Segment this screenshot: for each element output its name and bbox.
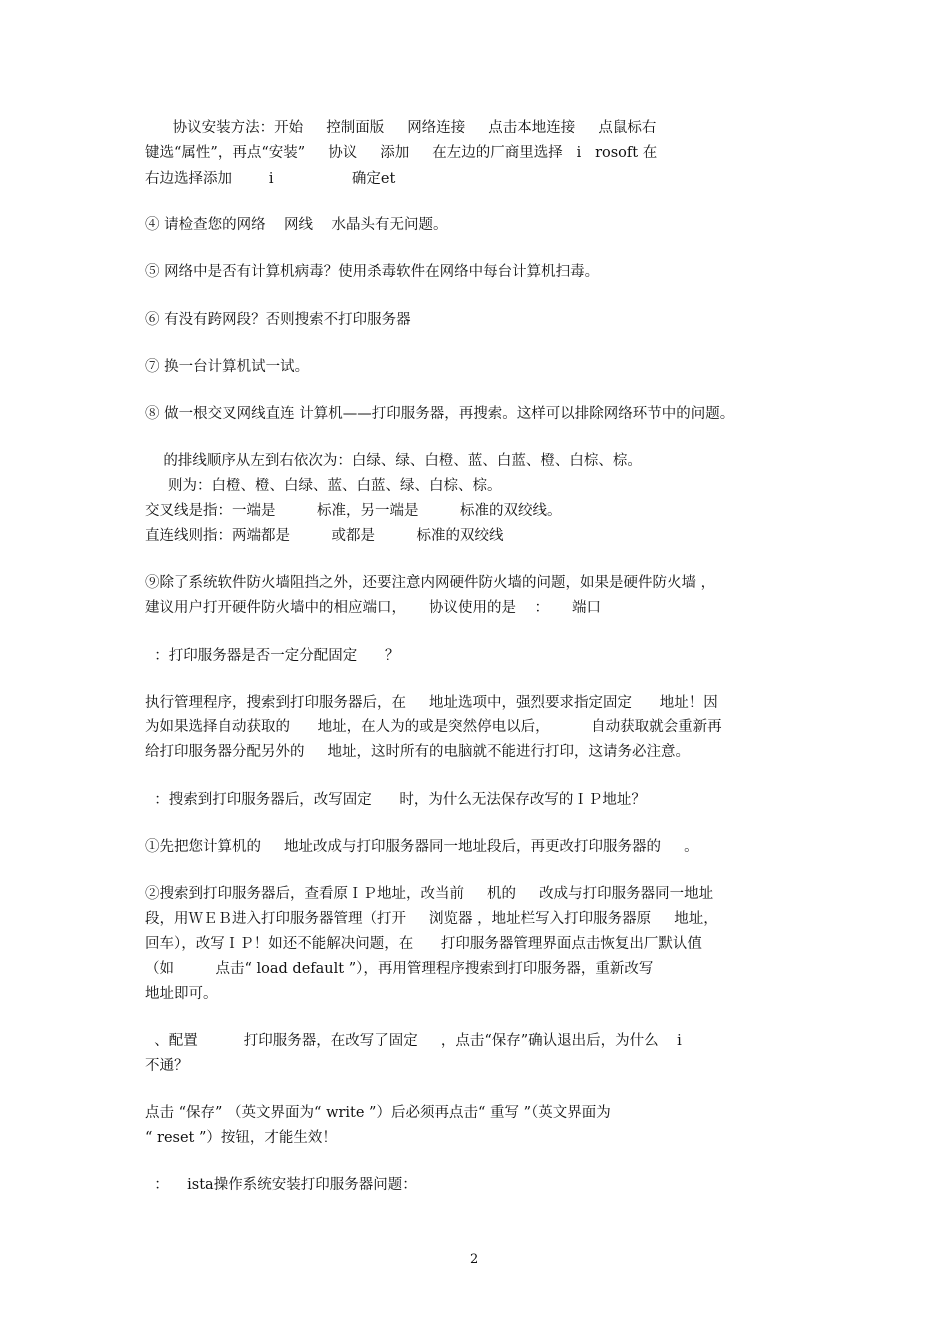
text-line: 交叉线是指：一端是 标准，另一端是 标准的双绞线。: [145, 503, 562, 519]
page-number: 2: [470, 1252, 479, 1267]
text-line: 、配置 打印服务器，在改写了固定 ，点击“保存”确认退出后，为什么 i: [145, 1033, 682, 1049]
text-line: 给打印服务器分配另外的 地址，这时所有的电脑就不能进行打印，这请务必注意。: [145, 744, 691, 760]
text-line: ⑤ 网络中是否有计算机病毒？使用杀毒软件在网络中每台计算机扫毒。: [145, 264, 600, 280]
text-line: ②搜索到打印服务器后，查看原ＩＰ地址，改当前 机的 改成与打印服务器同一地址: [145, 886, 714, 902]
text-line: 的排线顺序从左到右依次为：白绿、绿、白橙、蓝、白蓝、橙、白棕、棕。: [145, 453, 642, 469]
text-line: ④ 请检查您的网络 网线 水晶头有无问题。: [145, 217, 448, 233]
text-line: 段，用ＷＥＢ进入打印服务器管理（打开 浏览器 ，地址栏写入打印服务器原 地址，: [145, 911, 718, 927]
text-line: 地址即可。: [145, 986, 218, 1002]
text-line: ⑦ 换一台计算机试一试。: [145, 359, 310, 375]
text-line: 协议安装方法：开始 控制面版 网络连接 点击本地连接 点鼠标右: [145, 120, 657, 136]
text-line: 右边选择添加 i 确定et: [145, 171, 396, 187]
text-line: 回车），改写ＩＰ！如还不能解决问题，在 打印服务器管理界面点击恢复出厂默认值: [145, 936, 702, 952]
text-line: 则为：白橙、橙、白绿、蓝、白蓝、绿、白棕、棕。: [145, 478, 502, 494]
text-line: ：搜索到打印服务器后，改写固定 时，为什么无法保存改写的ＩＰ地址？: [145, 792, 646, 808]
text-line: 点击 “保存” （英文界面为“ write ”）后必须再点击“ 重写 ”（英文界面为: [145, 1105, 611, 1121]
text-line: ： ista操作系统安装打印服务器问题：: [145, 1177, 417, 1193]
text-line: 为如果选择自动获取的 地址，在人为的或是突然停电以后， 自动获取就会重新再: [145, 719, 722, 735]
text-line: ⑧ 做一根交叉网线直连 计算机——打印服务器，再搜索。这样可以排除网络环节中的问题。: [145, 406, 735, 422]
text-line: 执行管理程序，搜索到打印服务器后，在 地址选项中，强烈要求指定固定 地址！因: [145, 695, 718, 711]
text-line: ⑥ 有没有跨网段？否则搜索不打印服务器: [145, 312, 411, 328]
text-line: 键选“属性”，再点“安装” 协议 添加 在左边的厂商里选择 i rosoft 在: [145, 145, 658, 161]
text-line: “ reset ”）按钮，才能生效！: [145, 1130, 337, 1146]
text-line: 不通？: [145, 1058, 189, 1074]
text-line: 建议用户打开硬件防火墙中的相应端口， 协议使用的是 ： 端口: [145, 600, 602, 616]
text-line: ：打印服务器是否一定分配固定 ？: [145, 648, 400, 664]
text-line: （如 点击“ load default ”），再用管理程序搜索到打印服务器，重新改写: [145, 961, 654, 977]
text-line: 直连线则指：两端都是 或都是 标准的双绞线: [145, 528, 504, 544]
text-line: ⑨除了系统软件防火墙阻挡之外，还要注意内网硬件防火墙的问题，如果是硬件防火墙 ，: [145, 575, 716, 591]
text-line: ①先把您计算机的 地址改成与打印服务器同一地址段后，再更改打印服务器的 。: [145, 839, 699, 855]
